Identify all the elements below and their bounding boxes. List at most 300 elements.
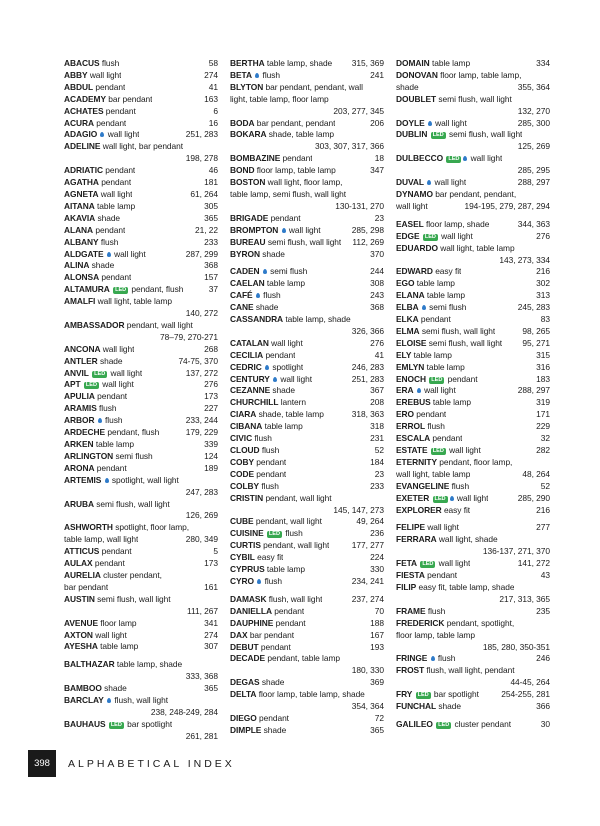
index-column-1 (64, 58, 218, 748)
entry-text (64, 296, 172, 308)
entry-name: CAFÉ (230, 290, 253, 301)
entry-pages-line (230, 665, 384, 677)
entry-line (230, 409, 384, 421)
entry-pages: 251, 283 (185, 129, 218, 140)
entry-text (64, 630, 127, 642)
entry-type: semi flush, wall light (97, 593, 171, 604)
index-entry (64, 189, 218, 201)
entry-type: spotlight (272, 361, 304, 372)
entry-name: ALDGATE (64, 248, 104, 259)
entry-name: ARTEMIS (64, 474, 102, 485)
entry-line (64, 201, 218, 213)
entry-type: table lamp (426, 361, 465, 372)
entry-text (230, 618, 306, 630)
index-entry (230, 362, 384, 374)
entry-name: EDWARD (396, 266, 433, 277)
index-entry (64, 475, 218, 499)
entry-type: semi flush (429, 302, 467, 313)
entry-line (230, 653, 384, 665)
index-entry (230, 153, 384, 165)
entry-pages: 245, 283 (517, 302, 550, 313)
entry-pages: 229 (536, 421, 550, 432)
index-entry (64, 659, 218, 683)
entry-pages: 216 (536, 266, 550, 277)
entry-pages: 308 (370, 278, 384, 289)
entry-type: wall light (470, 153, 503, 164)
index-entry (396, 457, 550, 481)
index-entry (230, 118, 384, 130)
entry-text (64, 201, 135, 213)
water-drop-icon (255, 73, 259, 78)
entry-line (396, 314, 550, 326)
entry-line (64, 391, 218, 403)
index-entry (64, 403, 218, 415)
entry-name: ACHATES (64, 105, 104, 116)
index-entry (396, 177, 550, 189)
entry-name: EVANGELINE (396, 480, 450, 491)
entry-pages: 44-45, 264 (510, 677, 550, 688)
entry-type: table lamp (432, 397, 472, 408)
index-entry (396, 689, 550, 701)
entry-text (230, 677, 284, 689)
entry-line (396, 433, 550, 445)
entry-name: FRY (396, 689, 413, 700)
entry-type: semi flush, wall light (448, 129, 523, 140)
entry-type: flush (99, 403, 117, 414)
entry-pages-line (230, 106, 384, 118)
entry-pages: 132, 270 (517, 105, 550, 116)
entry-name: ALINA (64, 260, 90, 271)
index-entry (230, 713, 384, 725)
entry-line (230, 290, 384, 302)
entry-pages: 303, 307, 317, 366 (315, 141, 384, 152)
entry-pages: 193 (370, 641, 384, 652)
entry-pages: 41 (374, 349, 384, 360)
entry-name: DAUPHINE (230, 617, 274, 628)
entry-text (396, 243, 515, 255)
index-entry (230, 350, 384, 362)
entry-line (230, 129, 384, 141)
entry-line (396, 397, 550, 409)
entry-line (396, 505, 550, 517)
entry-pages-line (64, 332, 218, 344)
entry-pages: 333, 368 (185, 671, 218, 682)
index-entry (396, 129, 550, 153)
entry-type: table lamp (416, 278, 455, 289)
entry-line (64, 58, 218, 70)
entry-line (64, 463, 218, 475)
index-entry (64, 546, 218, 558)
entry-name: DOUBLET (396, 93, 437, 104)
entry-text (396, 326, 495, 338)
entry-type: pendant, flush (107, 427, 160, 438)
entry-text (230, 653, 340, 665)
entry-type: shade (438, 701, 461, 712)
entry-line (64, 546, 218, 558)
index-entry (396, 481, 550, 493)
entry-line (230, 314, 384, 326)
index-entry (230, 618, 384, 630)
entry-pages: 366 (536, 701, 550, 712)
entry-type: shade (97, 212, 121, 223)
entry-line (230, 362, 384, 374)
entry-type: pendant, wall light (265, 492, 332, 503)
entry-pages: 243 (370, 290, 384, 301)
entry-name: CODE (230, 468, 254, 479)
entry-line (230, 213, 384, 225)
entry-pages: 285, 290 (517, 492, 550, 503)
entry-text (230, 493, 332, 505)
entry-name: FREDERICK (396, 617, 445, 628)
entry-name: EXPLORER (396, 504, 442, 515)
entry-pages: 274 (204, 629, 218, 640)
entry-name: ANCONA (64, 343, 101, 354)
water-drop-icon (256, 293, 260, 298)
entry-type: wall light, bar pendant (102, 141, 184, 152)
entry-text (64, 177, 131, 189)
entry-text (396, 534, 498, 546)
index-entry (64, 570, 218, 594)
entry-text (230, 362, 303, 374)
entry-pages: 365 (370, 724, 384, 735)
entry-line (396, 374, 550, 386)
index-entry (396, 397, 550, 409)
entry-line (64, 683, 218, 695)
entry-line (396, 653, 550, 665)
entry-name: BROMPTON (230, 224, 279, 235)
entry-line (64, 558, 218, 570)
entry-type: wall light (435, 117, 467, 128)
entry-text (64, 618, 137, 630)
entry-name: FROST (396, 665, 425, 676)
entry-line (64, 213, 218, 225)
entry-type: shade, table lamp (268, 129, 335, 140)
entry-pages: 315 (536, 349, 550, 360)
entry-text (396, 570, 457, 582)
entry-pages-line (64, 308, 218, 320)
entry-name: ENOCH (396, 373, 426, 384)
entry-pages-line (230, 701, 384, 713)
index-entry (396, 231, 550, 243)
index-entry (396, 570, 550, 582)
entry-type: shade (263, 724, 287, 735)
entry-type: pendant (420, 314, 451, 325)
index-entry (396, 326, 550, 338)
index-entry (230, 725, 384, 737)
index-entry (230, 385, 384, 397)
entry-text (230, 457, 286, 469)
index-entry (230, 290, 384, 302)
entry-line (64, 618, 218, 630)
entry-pages: 339 (204, 439, 218, 449)
entry-line (396, 618, 550, 630)
index-entry (230, 70, 384, 82)
entry-name: APT (64, 379, 81, 390)
entry-continuation (230, 189, 384, 201)
entry-name: ARDECHE (64, 427, 106, 438)
entry-text (396, 231, 473, 243)
entry-name: AULAX (64, 558, 93, 569)
entry-type: wall light (271, 337, 303, 348)
entry-pages: 227 (204, 403, 218, 414)
entry-line (230, 165, 384, 177)
entry-line (230, 58, 384, 70)
entry-line (230, 642, 384, 654)
entry-text (64, 58, 119, 70)
entry-line (396, 177, 550, 189)
water-drop-icon (422, 305, 426, 310)
entry-pages: 276 (204, 379, 218, 390)
index-entry (64, 379, 218, 391)
entry-text (64, 344, 134, 356)
led-badge: LED (94, 370, 106, 377)
entry-type: easy fit (443, 504, 471, 515)
entry-name: EGO (396, 278, 415, 289)
entry-name: EDUARDO (396, 242, 438, 253)
entry-type-cont: shade (396, 81, 419, 92)
entry-pages: 41 (208, 81, 218, 92)
entry-name: CYPRUS (230, 564, 265, 575)
entry-pages: 181 (204, 177, 218, 188)
index-entry (396, 606, 550, 618)
entry-text (230, 338, 303, 350)
entry-pages-line (230, 141, 384, 153)
entry-type: semi flush, wall light (438, 93, 512, 104)
entry-text (230, 445, 279, 457)
entry-type: spotlight, wall light (111, 474, 179, 485)
entry-line (230, 385, 384, 397)
entry-type: floor lamp, table lamp, shade (258, 689, 365, 700)
entry-pages: 95, 271 (522, 337, 550, 348)
entry-type: wall light (288, 224, 321, 235)
entry-line (396, 606, 550, 618)
entry-line (230, 82, 384, 94)
index-entry (230, 653, 384, 677)
entry-pages: 246, 283 (351, 361, 384, 372)
water-drop-icon (417, 388, 421, 393)
entry-pages: 43 (540, 570, 550, 581)
entry-pages-line (396, 677, 550, 689)
entry-type: pendant (101, 546, 132, 557)
entry-type: table lamp (95, 439, 134, 449)
index-entry (396, 243, 550, 267)
entry-pages: 316 (536, 361, 550, 372)
entry-line (64, 141, 218, 153)
entry-type: pendant (447, 373, 478, 384)
index-entry (396, 374, 550, 386)
index-entry (64, 451, 218, 463)
entry-text (230, 314, 351, 326)
index-entry (396, 493, 550, 505)
index-entry (396, 534, 550, 558)
entry-line (230, 118, 384, 130)
led-badge: LED (448, 156, 460, 163)
index-entry (64, 522, 218, 546)
entry-line (64, 356, 218, 368)
entry-text (230, 129, 334, 141)
entry-pages: 183 (536, 373, 550, 384)
entry-name: DIMPLE (230, 724, 262, 735)
entry-pages: 355, 364 (517, 81, 550, 92)
index-entry (230, 481, 384, 493)
entry-type: pendant (105, 105, 136, 116)
entry-line (230, 516, 384, 528)
entry-line (396, 719, 550, 731)
entry-line (396, 665, 550, 677)
entry-name: ANTLER (64, 355, 98, 366)
entry-pages: 288, 297 (517, 385, 550, 396)
index-entry (230, 82, 384, 118)
entry-name: ASHWORTH (64, 522, 113, 533)
entry-name: ARUBA (64, 498, 94, 509)
entry-line (230, 564, 384, 576)
entry-line (230, 457, 384, 469)
entry-pages: 365 (204, 212, 218, 223)
entry-name: ELKA (396, 314, 419, 325)
entry-name: DIEGO (230, 712, 257, 723)
entry-pages: 318, 363 (351, 409, 384, 420)
entry-name: EXETER (396, 492, 430, 503)
entry-type: floor lamp, shade (425, 218, 490, 229)
entry-name: ARAMIS (64, 403, 97, 414)
entry-name: AITANA (64, 200, 95, 211)
entry-name: ALBANY (64, 236, 99, 247)
entry-name: CIVIC (230, 433, 253, 444)
entry-text (64, 225, 125, 237)
index-entry (230, 445, 384, 457)
entry-type: wall light (95, 629, 127, 640)
entry-pages-line (64, 153, 218, 165)
entry-continuation (230, 94, 384, 106)
entry-pages: 111, 267 (187, 605, 218, 616)
entry-pages: 251, 283 (351, 373, 384, 384)
entry-pages: 21, 22 (195, 224, 218, 235)
entry-line (396, 94, 550, 106)
index-entry (230, 213, 384, 225)
entry-type: flush (427, 421, 445, 432)
entry-text (396, 219, 489, 231)
index-entry (396, 433, 550, 445)
entry-type: shade (104, 683, 127, 694)
entry-text (396, 94, 512, 106)
entry-type-cont: light, table lamp, floor lamp (230, 93, 329, 104)
entry-type: floor lamp, table lamp, (440, 69, 522, 80)
entry-text (230, 397, 306, 409)
index-entry (396, 290, 550, 302)
index-columns (64, 58, 550, 748)
entry-pages: 137, 272 (185, 367, 218, 378)
entry-name: CURTIS (230, 540, 261, 551)
entry-text (396, 606, 445, 618)
entry-line (64, 368, 218, 380)
water-drop-icon (428, 121, 432, 126)
index-entry (64, 225, 218, 237)
index-entry (230, 302, 384, 314)
index-entry (396, 653, 550, 665)
entry-text (230, 576, 282, 588)
entry-name: DELTA (230, 689, 257, 700)
index-entry (396, 445, 550, 457)
footer-title: ALPHABETICAL INDEX (68, 757, 235, 770)
entry-name: CEDRIC (230, 361, 262, 372)
entry-text (64, 320, 193, 332)
index-entry (64, 320, 218, 344)
entry-type: wall light (456, 492, 489, 503)
entry-line (230, 338, 384, 350)
index-entry (64, 683, 218, 695)
index-entry (64, 391, 218, 403)
index-column-3 (396, 58, 550, 748)
entry-text (64, 641, 138, 653)
entry-text (230, 540, 329, 552)
entry-line (64, 177, 218, 189)
entry-text (64, 522, 189, 534)
entry-name: DAX (230, 629, 248, 640)
index-entry (64, 129, 218, 141)
entry-text (64, 415, 122, 427)
entry-pages: 233 (370, 480, 384, 491)
entry-pages: 313 (536, 290, 550, 301)
entry-line (396, 266, 550, 278)
index-entry (64, 58, 218, 70)
entry-text (64, 683, 127, 695)
entry-line (230, 302, 384, 314)
index-entry (230, 225, 384, 237)
entry-name: FUNCHAL (396, 701, 437, 712)
entry-pages: 49, 264 (356, 516, 384, 527)
entry-name: ERA (396, 385, 414, 396)
entry-pages: 6 (213, 105, 218, 116)
entry-text (230, 528, 303, 540)
index-entry (230, 689, 384, 713)
index-entry (64, 415, 218, 427)
entry-text (64, 719, 172, 731)
entry-name: ATTICUS (64, 546, 100, 557)
entry-text (64, 659, 182, 671)
entry-name: COLBY (230, 480, 260, 491)
entry-name: ALONSA (64, 272, 100, 283)
index-entry (230, 278, 384, 290)
index-entry (64, 427, 218, 439)
index-entry (396, 505, 550, 517)
entry-type: pendant (105, 165, 136, 176)
entry-line (396, 582, 550, 594)
entry-line (230, 225, 384, 237)
index-entry (230, 630, 384, 642)
entry-type: pendant (274, 605, 305, 616)
entry-pages: 48, 264 (522, 468, 550, 479)
entry-line (396, 118, 550, 130)
entry-pages: 180, 330 (351, 665, 384, 676)
entry-text (230, 82, 363, 94)
entry-text (64, 82, 125, 94)
entry-type: pendant (101, 177, 132, 188)
entry-pages: 143, 273, 334 (499, 254, 550, 265)
entry-name: DECADE (230, 653, 266, 664)
entry-text (64, 570, 162, 582)
entry-type: pendant (265, 349, 296, 360)
entry-text (64, 165, 135, 177)
index-entry (396, 522, 550, 534)
entry-name: ESCALA (396, 433, 431, 444)
entry-line (64, 165, 218, 177)
entry-pages: 167 (370, 629, 384, 640)
entry-type: pendant (256, 468, 287, 479)
entry-line (64, 659, 218, 671)
index-entry (230, 516, 384, 528)
entry-pages: 37 (208, 284, 218, 295)
entry-text (396, 129, 522, 141)
